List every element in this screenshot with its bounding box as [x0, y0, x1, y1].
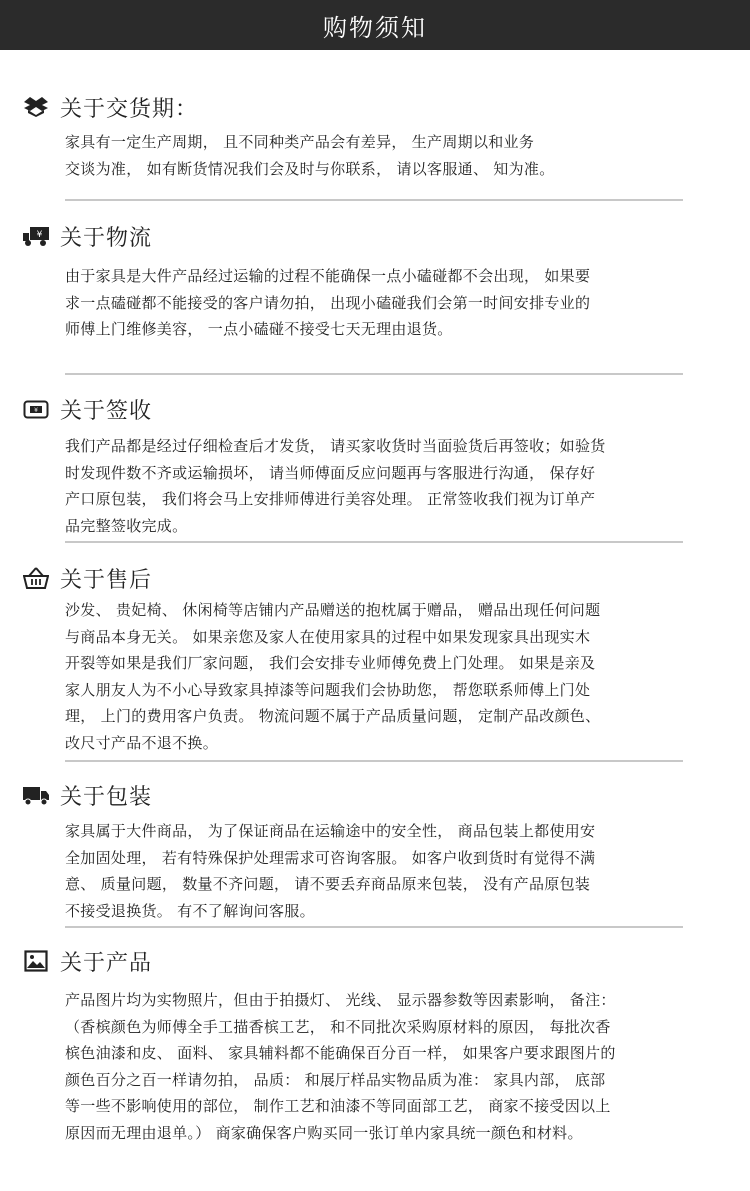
section-header [22, 563, 152, 593]
divider [65, 926, 683, 928]
svg-text:¥: ¥ [34, 407, 38, 414]
section-body: 沙发、 贵妃椅、 休闲椅等店铺内产品赠送的抱枕属于赠品， 赠品出现任何问题 与商品本身无关。 如果亲您及家人在使用家具的过程中如果发现家具出现实木 开裂等如果是我们厂家问题， 我们会安排专业师傅免费上门处理。 如果是亲及 家人朋友人为不小心导致家具掉漆等问题我们会协助您， 帮您联系师傅上门处 理， 上门的费用客户负责。 物流问题不属于产品质量问题， 定制产品改颜色、 改尺寸产品不退不换。 [65, 601, 601, 752]
section-header [22, 221, 152, 251]
section-body: 我们产品都是经过仔细检查后才发货， 请买家收货时当面验货后再签收；如验货 时发现件数不齐或运输损坏， 请当师傅面反应问题再与客服进行沟通， 保存好 产口原包装， 我们将会马上安排师傅进行美容处理。 正常签收我们视为订单产 品完整签收完成。 [65, 437, 606, 535]
section-title: 关于物流 [60, 225, 153, 251]
section-title: 关于包装 [60, 784, 153, 810]
section-header [22, 394, 152, 424]
page-title: 购物须知 [323, 13, 427, 42]
svg-text:¥: ¥ [36, 230, 43, 240]
open-box-icon [22, 94, 50, 120]
section-title: 关于售后 [60, 567, 153, 593]
section-title: 关于产品 [60, 950, 153, 976]
section-body: 产品图片均为实物照片，但由于拍摄灯、 光线、 显示器参数等因素影响， 备注： （香槟颜色为师傅全手工描香槟工艺， 和不同批次采购原材料的原因， 每批次香 槟色油漆和皮、 面料、 家具辅料都不能确保百分百一样， 如果客户要求跟图片的 颜色百分之百一样请勿拍， 品质： 和展厅样品实物品质为准： 家具内部， 底部 等一些不影响使用的部位， 制作工艺和油漆不等同面部工艺， 商家不接受因以上 原因而无理由退单。） 商家确保客户购买同一张订单内家具统一颜色和材料。 [65, 991, 616, 1142]
picture-icon [22, 948, 50, 974]
divider [65, 760, 683, 762]
divider [65, 373, 683, 375]
divider [65, 541, 683, 543]
page-header [0, 0, 750, 50]
section-header [22, 946, 152, 976]
wallet-icon [22, 396, 50, 422]
truck-icon [22, 782, 50, 808]
section-body: 家具有一定生产周期， 且不同种类产品会有差异， 生产周期以和业务 交谈为准， 如有断货情况我们会及时与你联系， 请以客服通、 知为准。 [65, 133, 555, 178]
divider [65, 199, 683, 201]
section-body: 家具属于大件商品， 为了保证商品在运输途中的安全性， 商品包装上都使用安 全加固处理， 若有特殊保护处理需求可咨询客服。 如客户收到货时有觉得不满 意、 质量问题， 数量不齐问题， 请不要丢弃商品原来包装， 没有产品原包装 不接受退换货。 有不了解询问客服。 [65, 822, 596, 920]
section-title: 关于交货期： [60, 96, 199, 122]
delivery-truck-icon [22, 223, 50, 249]
section-header [22, 92, 198, 122]
section-body: 由于家具是大件产品经过运输的过程不能确保一点小磕碰都不会出现， 如果要 求一点磕碰都不能接受的客户请勿拍， 出现小磕碰我们会第一时间安排专业的 师傅上门维修美容， 一点小磕碰不接受七天无理由退货。 [65, 267, 591, 338]
shopping-basket-icon [22, 565, 50, 591]
section-title: 关于签收 [60, 398, 153, 424]
section-header [22, 780, 152, 810]
